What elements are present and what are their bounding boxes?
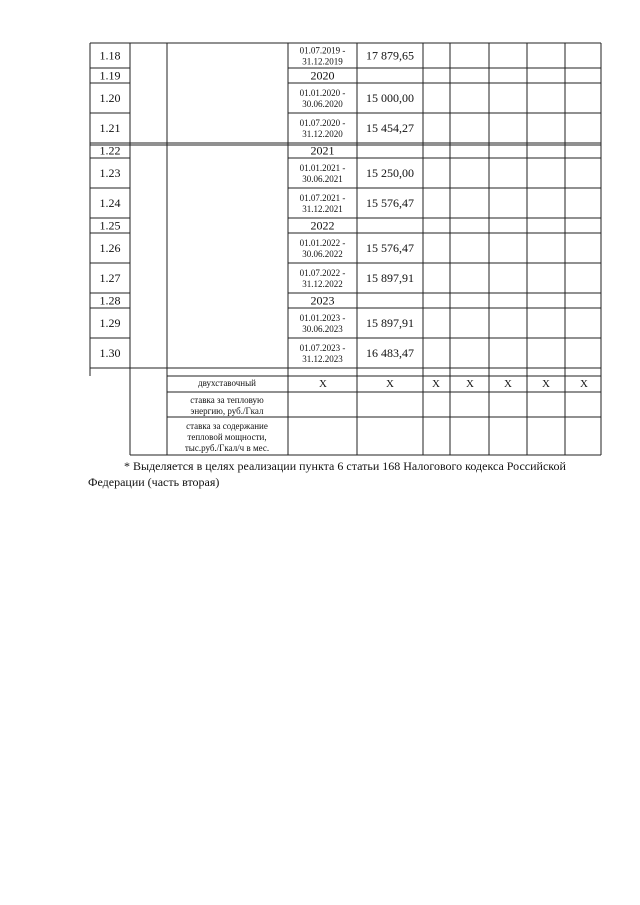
tariff-value: 15 250,00 (366, 166, 414, 180)
tariff-value: 15 000,00 (366, 91, 414, 105)
period-start: 01.07.2022 - (299, 268, 346, 278)
period-end: 30.06.2021 (302, 174, 343, 184)
tariff-value: 15 576,47 (366, 241, 414, 255)
footnote-line-2: Федерации (часть вторая) (88, 475, 220, 489)
table-grid (90, 43, 601, 455)
row-number: 1.30 (99, 346, 121, 360)
period-end: 31.12.2022 (302, 279, 343, 289)
tariff-value: 17 879,65 (366, 48, 414, 63)
row-number: 1.19 (99, 68, 121, 83)
period-end: 31.12.2019 (302, 56, 343, 67)
tariff-value: 16 483,47 (366, 346, 414, 360)
period-start: 01.07.2019 - (299, 45, 346, 56)
period-start: 01.01.2020 - (299, 88, 346, 98)
row-number: 1.22 (99, 143, 121, 158)
row-number: 1.27 (99, 271, 121, 285)
x-mark: X (542, 378, 550, 390)
table-content (100, 46, 415, 365)
x-mark: X (386, 378, 394, 390)
x-mark: X (319, 378, 327, 390)
row-number: 1.18 (99, 48, 121, 63)
x-mark: X (466, 378, 474, 390)
row-number: 1.24 (99, 196, 121, 210)
tariff-value: 15 454,27 (366, 121, 414, 135)
period-end: 31.12.2021 (302, 204, 343, 214)
capacity-rate-label: тыс.руб./Гкал/ч в мес. (184, 443, 270, 453)
row-number: 1.23 (99, 166, 121, 180)
period-start: 01.07.2023 - (299, 343, 346, 353)
period-start: 01.07.2020 - (299, 118, 346, 128)
year-label: 2021 (310, 143, 335, 158)
period-start: 01.01.2021 - (299, 163, 346, 173)
x-mark: X (504, 378, 512, 390)
period-end: 30.06.2020 (302, 99, 343, 109)
row-number: 1.20 (99, 91, 121, 105)
energy-rate-label: ставка за тепловую (190, 395, 264, 405)
x-mark: X (432, 378, 440, 390)
tariff-value: 15 897,91 (366, 271, 414, 285)
two-part-label: двухставочный (198, 378, 256, 388)
row-number: 1.26 (99, 241, 121, 255)
period-end: 31.12.2023 (302, 354, 343, 364)
period-end: 31.12.2020 (302, 129, 343, 139)
row-number: 1.25 (99, 218, 121, 233)
row-number: 1.29 (99, 316, 121, 330)
row-number: 1.21 (99, 121, 121, 135)
row-number: 1.28 (99, 293, 121, 308)
x-mark: X (580, 378, 588, 390)
year-label: 2022 (310, 218, 335, 233)
period-start: 01.07.2021 - (299, 193, 346, 203)
capacity-rate-label: ставка за содержание (186, 421, 268, 431)
two-part-tariff-section (185, 378, 588, 453)
year-label: 2023 (310, 293, 335, 308)
year-label: 2020 (310, 68, 335, 83)
footnote-line-1: * Выделяется в целях реализации пункта 6 статьи 168 Налогового кодекса Российской (124, 459, 566, 473)
period-end: 30.06.2022 (302, 249, 343, 259)
energy-rate-label: энергию, руб./Гкал (190, 406, 264, 416)
footnote (88, 459, 567, 489)
period-start: 01.01.2022 - (299, 238, 346, 248)
tariff-value: 15 576,47 (366, 196, 414, 210)
period-start: 01.01.2023 - (299, 313, 346, 323)
capacity-rate-label: тепловой мощности, (187, 432, 267, 442)
period-end: 30.06.2023 (302, 324, 343, 334)
tariff-value: 15 897,91 (366, 316, 414, 330)
